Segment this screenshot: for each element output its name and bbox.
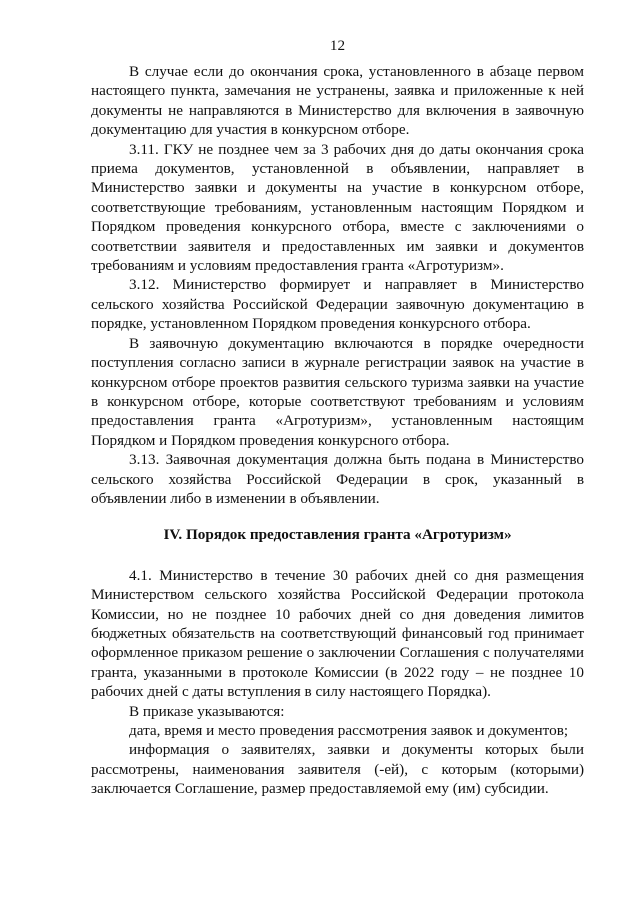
paragraph: 4.1. Министерство в течение 30 рабочих дней со дня размещения Министерством сельского хозяйства Российской Федерации протокола Комиссии, но не позднее 10 рабочих дней со дня доведения лимитов бюджетных обязательств на соответствующий финансовый год принимает оформленное приказом решение о заключении Соглашения с получателями гранта, указанными в протоколе Комиссии (в 2022 году – не позднее 10 рабочих дней с даты вступления в силу настоящего Порядка).: [91, 566, 584, 701]
page-number: 12: [329, 37, 346, 54]
section-heading: IV. Порядок предоставления гранта «Агротуризм»: [163, 526, 512, 544]
paragraph: В случае если до окончания срока, установленного в абзаце первом настоящего пункта, замечания не устранены, заявка и приложенные к ней документы не направляются в Министерство для включения в заявочную документацию для участия в конкурсном отборе.: [91, 63, 584, 139]
paragraph: 3.11. ГКУ не позднее чем за 3 рабочих дня до даты окончания срока приема документов, установленной в объявлении, направляет в Министерство заявки и документы на участие в конкурсном отборе, соответствующие требованиям, установленным настоящим Порядком и Порядком проведения конкурсного отбора, вместе с заключениями о соответствии заявителя и предоставленных им заявки и документов требованиям и условиям предоставления гранта «Агротуризм».: [91, 140, 584, 275]
paragraph: информация о заявителях, заявки и документы которых были рассмотрены, наименования заявителя (-ей), с которым (которыми) заключается Соглашение, размер предоставляемой ему (им) субсидии.: [91, 741, 584, 798]
paragraph: дата, время и место проведения рассмотрения заявок и документов;: [129, 722, 569, 739]
paragraph: 3.12. Министерство формирует и направляет в Министерство сельского хозяйства Российской Федерации заявочную документацию в порядке, установленном Порядком проведения конкурсного отбора.: [91, 276, 584, 333]
paragraph: 3.13. Заявочная документация должна быть подана в Министерство сельского хозяйства Российской Федерации в срок, указанный в объявлении либо в изменении в объявлении.: [91, 451, 584, 507]
paragraph: В заявочную документацию включаются в порядке очередности поступления согласно записи в журнале регистрации заявок на участие в конкурсном отборе проектов развития сельского туризма заявки на участие в конкурсном отборе, которые соответствуют требованиям и условиям предоставления гранта «Агротуризм», установленным настоящим Порядком и Порядком проведения конкурсного отбора.: [91, 334, 584, 449]
document-body: [91, 62, 584, 799]
paragraph: В приказе указываются:: [129, 702, 285, 720]
